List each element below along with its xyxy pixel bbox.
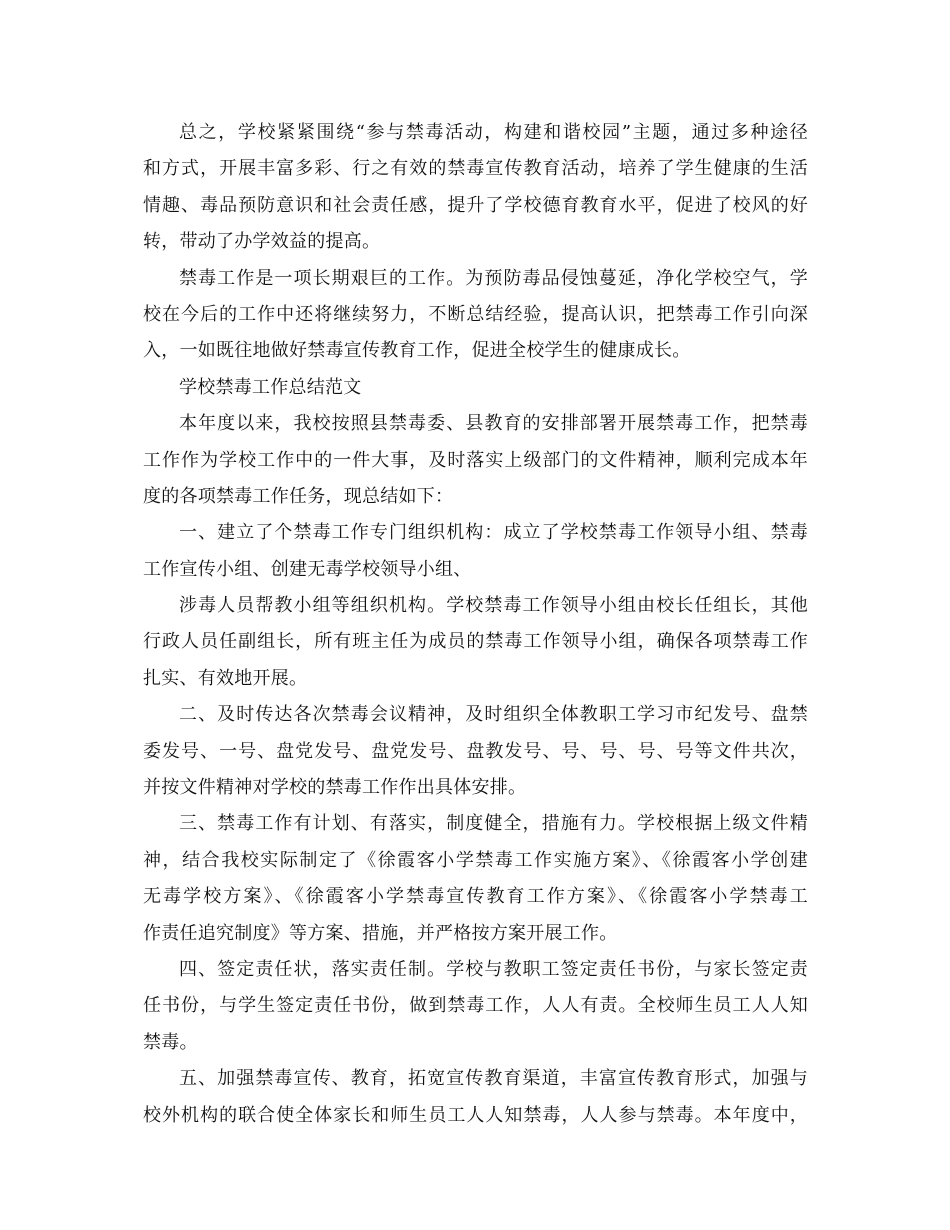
text-line: 工作宣传小组、创建无毒学校领导小组、 [143,558,472,580]
text-line: 入，一如既往地做好禁毒宣传教育工作，促进全校学生的健康成长。 [143,340,691,362]
text-line: 作责任追究制度》等方案、措施，并严格按方案开展工作。 [143,922,618,944]
text-line: 二、及时传达各次禁毒会议精神，及时组织全体教职工学习市纪发号、盘禁 [179,704,808,726]
document-body-text [143,115,808,1134]
text-line: 总之，学校紧紧围绕“参与禁毒活动，构建和谐校园”主题，通过多种途径 [179,122,808,143]
text-line: 和方式，开展丰富多彩、行之有效的禁毒宣传教育活动，培养了学生健康的生活 [143,158,808,180]
text-line: 情趣、毒品预防意识和社会责任感，提升了学校德育教育水平，促进了校风的好 [143,194,808,216]
text-line: 五、加强禁毒宣传、教育，拓宽宣传教育渠道，丰富宣传教育形式，加强与 [179,1068,808,1090]
text-line: 一、建立了个禁毒工作专门组织机构：成立了学校禁毒工作领导小组、禁毒 [179,522,808,544]
text-line: 三、禁毒工作有计划、有落实，制度健全，措施有力。学校根据上级文件精 [179,813,808,835]
text-line: 涉毒人员帮教小组等组织机构。学校禁毒工作领导小组由校长任组长，其他 [179,595,808,617]
text-line: 度的各项禁毒工作任务，现总结如下： [143,485,454,507]
text-line: 校外机构的联合使全体家长和师生员工人人知禁毒，人人参与禁毒。本年度中， [143,1104,808,1126]
text-line: 学校禁毒工作总结范文 [179,376,362,398]
text-line: 神，结合我校实际制定了《徐霞客小学禁毒工作实施方案》、《徐霞客小学创建 [143,849,808,871]
text-line: 并按文件精神对学校的禁毒工作作出具体安排。 [143,777,527,799]
text-line: 行政人员任副组长，所有班主任为成员的禁毒工作领导小组，确保各项禁毒工作 [143,631,808,653]
text-line: 工作作为学校工作中的一件大事，及时落实上级部门的文件精神，顺利完成本年 [143,449,808,471]
text-line: 校在今后的工作中还将继续努力，不断总结经验，提高认识，把禁毒工作引向深 [143,303,808,325]
text-line: 扎实、有效地开展。 [143,667,308,689]
text-line: 禁毒工作是一项长期艰巨的工作。为预防毒品侵蚀蔓延，净化学校空气，学 [179,267,808,289]
text-line: 无毒学校方案》、《徐霞客小学禁毒宣传教育工作方案》、《徐霞客小学禁毒工 [143,886,808,908]
text-line: 四、签定责任状，落实责任制。学校与教职工签定责任书份，与家长签定责 [179,958,808,980]
text-line: 委发号、一号、盘党发号、盘党发号、盘教发号、号、号、号、号等文件共次， [143,740,808,762]
text-line: 转，带动了办学效益的提高。 [143,231,381,253]
text-line: 本年度以来，我校按照县禁毒委、县教育的安排部署开展禁毒工作，把禁毒 [179,413,808,435]
text-line: 任书份，与学生签定责任书份，做到禁毒工作，人人有责。全校师生员工人人知 [143,995,808,1017]
text-line: 禁毒。 [143,1031,198,1053]
